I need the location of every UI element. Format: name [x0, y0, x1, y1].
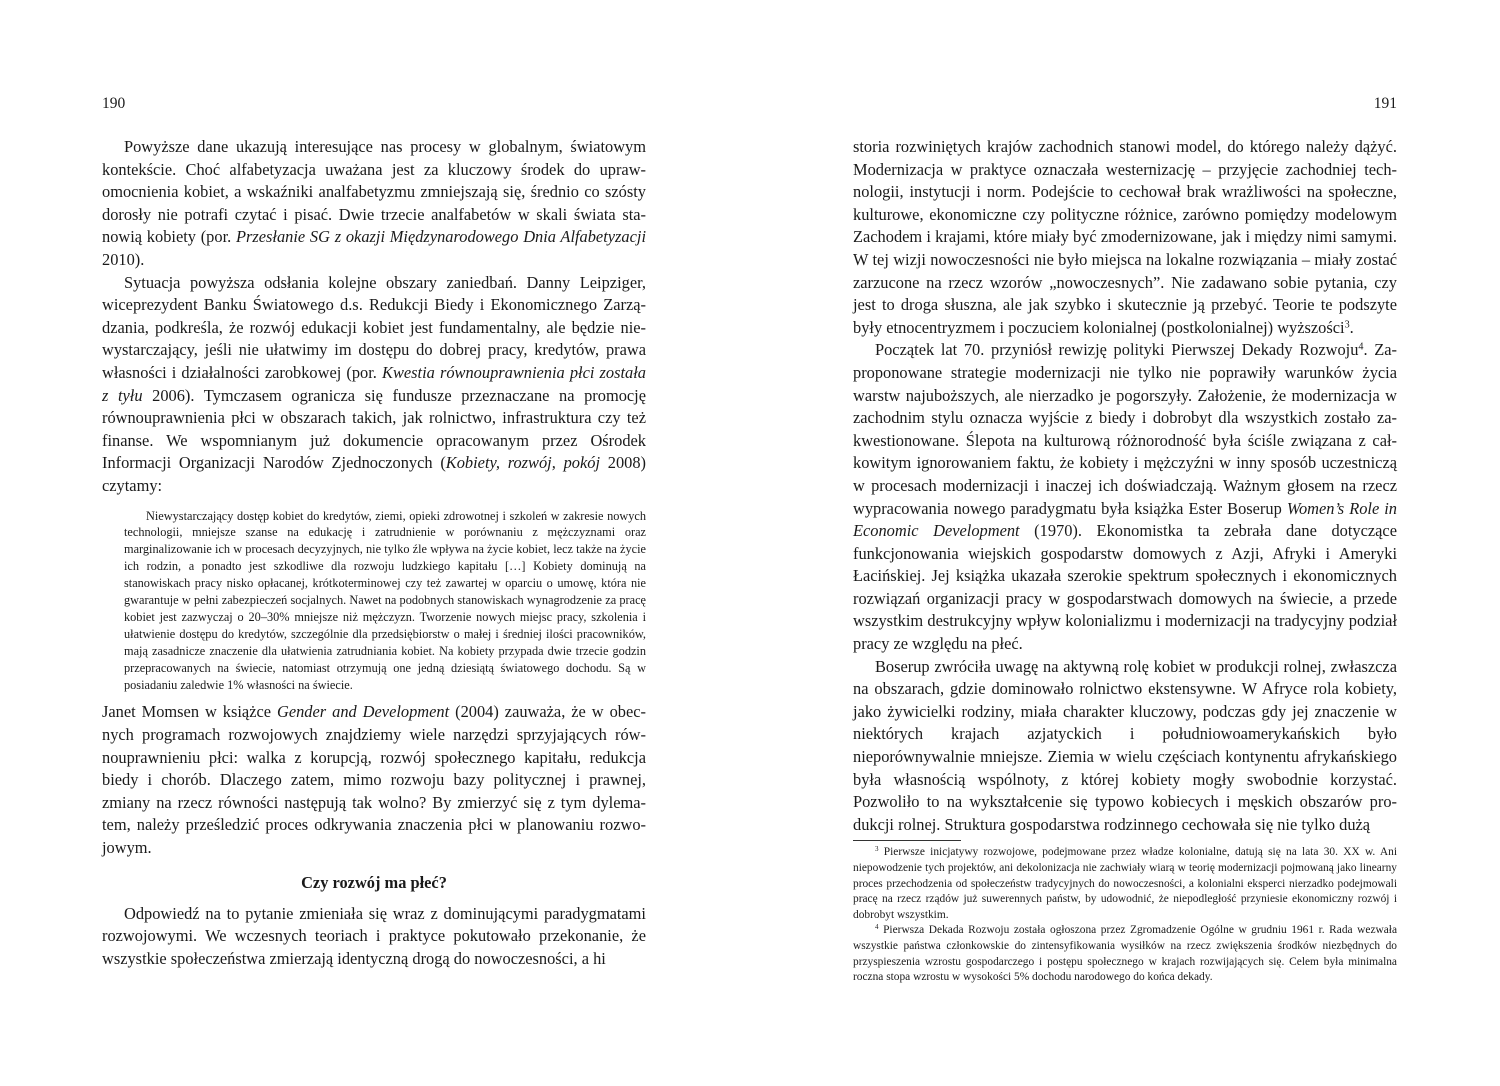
text-column: [853, 136, 1397, 986]
paragraph: Janet Momsen w książce Gender and Development (2004) zauważa, że w obecnych programach rozwojowych znajdziemy wiele narzędzi sprzyjających równouprawnieniu płci: walka z korupcją, rozwój społecznego kapitału, redukcja biedy i chorób. Dlaczego zatem, mimo rozwoju bazy politycznej i prawnej, zmiany na rzecz równości następują tak wolno? By zmierzyć się z tym dylematem, należy prześledzić proces odkrywania znaczenia płci w planowaniu rozwojowym.: [102, 702, 647, 858]
cited-title: Gender and Development: [277, 702, 450, 722]
right-page: [750, 0, 1500, 1086]
paragraph: storia rozwiniętych krajów zachodnich stanowi model, do którego należy dążyć. Modernizacja w praktyce oznaczała westernizację – przyjęcie zachodniej technologii, instytucji i norm. Podejście to cechował brak wrażliwości na społeczne, kulturowe, ekonomiczne czy polityczne różnice, zarówno pomiędzy modelowym Zachodem i krajami, które miały być zmodernizowane, jak i między nimi samymi. W tej wizji nowoczesności nie było miejsca na lokalne rozwiązania – miały zostać zarzucone na rzecz wzorów „nowoczesnych”. Nie zadawano sobie pytania, czy jest to droga słuszna, ale jak szybko i skutecznie ją przebyć. Teorie te podszyte były etnocentryzmem i poczuciem kolonialnej (postkolonialnej) wyższości$^3$.: [853, 137, 1397, 337]
paragraph: Początek lat 70. przyniósł rewizję polityki Pierwszej Dekady Rozwoju$^4$. Zaproponowane strategie modernizacji nie tylko nie poprawiły warunków życia warstw najuboższych, ale nierzadko je pogorszyły. Założenie, że modernizacja w zachodnim stylu oznacza wyjście z biedy i dobrobyt dla wszystkich zostało zakwestionowane. Ślepota na kulturową różnorodność była ściśle związana z całkowitym ignorowaniem faktu, że kobiety i mężczyźni w inny sposób uczestniczą w procesach modernizacji i inaczej ich doświadczają. Ważnym głosem na rzecz wypracowania nowego paradygmatu była książka Ester Boserup Women’s Role in Economic Development (1970). Ekonomistka ta zebrała dane dotyczące funkcjonowania wiejskich gospodarstw domowych z Azji, Afryki i Ameryki Łacińskiej. Jej książka ukazała szerokie spektrum społecznych i ekonomicznych rozwiązań organizacji pracy w gospodarstwach domowych na świecie, a przede wszystkim destrukcyjny wpływ kolonializmu i modernizacji na tradycyjny podział pracy ze względu na płeć.: [853, 340, 1397, 654]
footnote: $^4$ Pierwsza Dekada Rozwoju została ogłoszona przez Zgromadzenie Ogólne w grudniu 1961 r. Rada wezwała wszystkie państwa członkowskie do zintensyfikowania wysiłków na rzecz zwiększenia środków niezbędnych do przyspieszenia wzrostu gospodarczego i postępu społecznego w krajach rozwijających się. Celem była minimalna roczna stopa wzrostu w wysokości 5% dochodu narodowego do końca dekady.: [853, 923, 1397, 984]
footnote-ref[interactable]: 3: [1344, 319, 1350, 331]
section-heading: Czy rozwój ma płeć?: [301, 872, 447, 892]
cited-title: Women’s Role in Economic Development: [853, 498, 1397, 541]
footnote: $^3$ Pierwsze inicjatywy rozwojowe, podejmowane przez władze kolonialne, datują się na lata 30. XX w. Ani niepowodzenie tych projektów, ani dekolonizacja nie zachwiały wiarą w teorię modernizacji pojmowaną jako linearny proces przechodzenia od społeczeństw tradycyjnych do nowoczesności, a kolonialni eksperci nierzadko podejmowali pracę na rzecz rządów już suwerennych państw, by udowodnić, że niepodległość przyniesie ekonomiczny rozwój i dobrobyt wszystkim.: [853, 845, 1397, 921]
footnote-divider: [853, 840, 961, 841]
paragraph: Odpowiedź na to pytanie zmieniała się wraz z dominującymi paradygmatami rozwojowymi. We wczesnych teoriach i praktyce pokutowało przekonanie, że wszystkie społeczeństwa zmierzają identyczną drogą do nowoczesności, a hi: [102, 903, 646, 968]
paragraph: Powyższe dane ukazują interesujące nas procesy w globalnym, światowym kontekście. Choć alfabetyzacja uważana jest za kluczowy środek do uprawomocnienia kobiet, a wskaźniki analfabetyzmu zmniejszają się, średnio co szósty dorosły nie potrafi czytać i pisać. Dwie trzecie analfabetów w skali świata stanowią kobiety (por. Przesłanie SG z okazji Międzynarodowego Dnia Alfabetyzacji 2010).: [102, 137, 646, 269]
cited-title: Kwestia równouprawnienia płci została z tyłu: [102, 362, 647, 405]
text-column: [102, 136, 646, 970]
page-number: 190: [102, 95, 126, 112]
page-number: 191: [1373, 95, 1397, 112]
footnote-ref[interactable]: 4: [1358, 341, 1364, 353]
cited-title: Kobiety, rozwój, pokój: [445, 453, 600, 473]
paragraph: Sytuacja powyższa odsłania kolejne obszary zaniedbań. Danny Leipziger, wiceprezydent Banku Światowego d.s. Redukcji Biedy i Ekonomicznego Zarządzania, podkreśla, że rozwój edukacji kobiet jest fundamentalny, ale będzie niewystarczający, jeśli nie ułatwimy im dostępu do dobrej pracy, kredytów, prawa własności i działalności zarobkowej (por. Kwestia równouprawnienia płci została z tyłu 2006). Tymczasem ogranicza się fundusze przeznaczane na promocję równouprawnienia płci w obszarach takich, jak rolnictwo, infrastruktura czy też finanse. We wspomnianym już dokumencie opracowanym przez Ośrodek Informacji Organizacji Narodów Zjednoczonych (Kobiety, rozwój, pokój 2008) czytamy:: [102, 272, 647, 495]
paragraph: Boserup zwróciła uwagę na aktywną rolę kobiet w produkcji rolnej, zwłaszcza na obszarach, gdzie dominowało rolnictwo ekstensywne. W Afryce rola kobiety, jako żywicielki rodziny, miała charakter kluczowy, podczas gdy jej znaczenie w niektórych krajach azjatyckich i południowoamerykańskich było nieporównywalnie mniejsze. Ziemia w wielu częściach kontynentu afrykańskiego była własnością wspólnoty, z której kobiety mogły swobodnie korzystać. Pozwoliło to na wykształcenie się typowo kobiecych i męskich obszarów produkcji rolnej. Struktura gospodarstwa rodzinnego cechowała się nie tylko dużą: [853, 656, 1397, 834]
block-quote: Niewystarczający dostęp kobiet do kredytów, ziemi, opieki zdrowotnej i szkoleń w zakresie nowych technologii, mniejsze szanse na edukację i zatrudnienie w porównaniu z mężczyznami oraz marginalizowanie ich w procesach decyzyjnych, nie tylko źle wpływa na życie kobiet, lecz także na życie ich rodzin, a ponadto jest szkodliwe dla rozwoju ludzkiego kapitału […] Kobiety dominują na stanowiskach pracy nisko opłacanej, krótkoterminowej czy też zawartej w oparciu o umowę, która nie gwarantuje w pełni zabezpieczeń socjalnych. Nawet na podobnych stanowiskach wynagrodzenie za pracę kobiet jest zazwyczaj o 20–30% mniejsze niż mężczyzn. Tworzenie nowych miejsc pracy, szkolenia i ułatwienie dostępu do kredytów, szczególnie dla przedsiębiorstw o małej i średniej ilości pracowników, mają zasadnicze znaczenie dla ułatwienia zatrudniania kobiet. Na kobiety przypada dwie trzecie godzin przepracowanych na świecie, natomiast otrzymują one jedną dziesiątą światowego dochodu. Są w posiadaniu zaledwie 1% własności na świecie.: [124, 508, 646, 692]
footnote-marker: 4: [875, 923, 879, 932]
cited-title: Przesłanie SG z okazji Międzynarodowego Dnia Alfabetyzacji: [235, 227, 646, 247]
footnote-marker: 3: [875, 845, 879, 854]
